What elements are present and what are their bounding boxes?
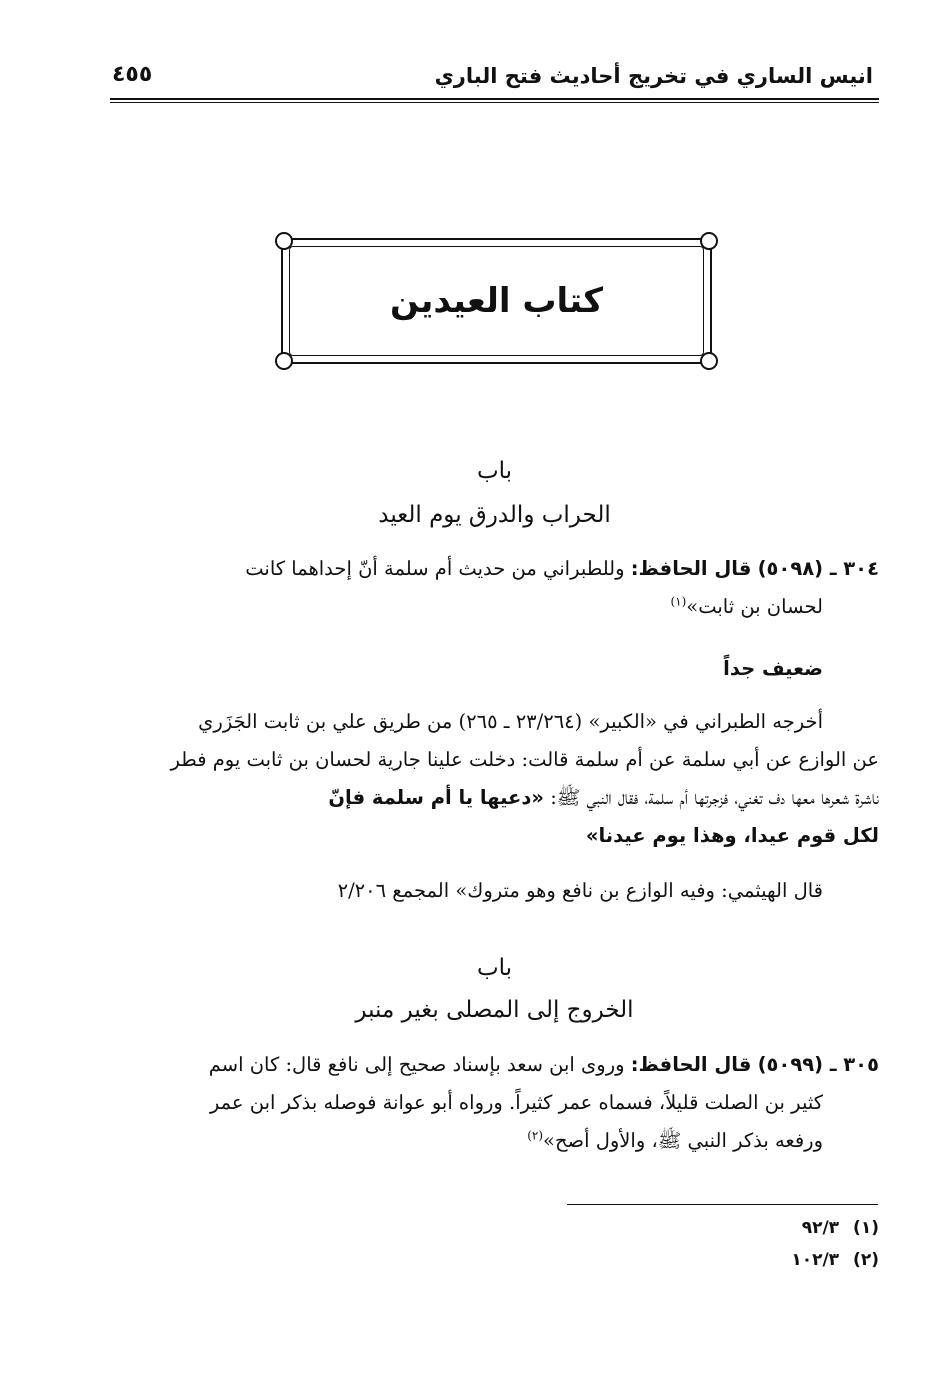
hadith-grade: ضعيف جداً	[723, 657, 823, 680]
footnote-separator	[567, 1204, 878, 1205]
haythami-note: قال الهيثمي: وفيه الوازع بن نافع وهو متروك» المجمع ٢/٢٠٦	[337, 879, 823, 902]
prophetic-quote-cont: لكل قوم عيدا، وهذا يوم عيدنا»	[585, 824, 879, 847]
hadith-305-line2: كثير بن الصلت قليلاً، فسماه عمر كثيراً. ورواه أبو عوانة فوصله بذكر ابن عمر	[209, 1091, 823, 1114]
section2-heading: الخروج إلى المصلى بغير منبر	[355, 997, 634, 1023]
footnote-ref: (٢)	[527, 1128, 544, 1143]
footnote-1	[788, 1218, 879, 1238]
hadith-number: ٣٠٥ ـ (٥٠٩٩)	[757, 1053, 879, 1076]
hadith-text: وللطبراني من حديث أم سلمة أنّ إحداهما كانت	[245, 557, 625, 580]
takhrij-line: عن الوازع عن أبي سلمة عن أم سلمة قالت: دخلت علينا جارية لحسان بن ثابت يوم فطر	[170, 748, 879, 771]
page-number: ٤٥٥	[112, 62, 153, 87]
takhrij-line	[110, 779, 879, 817]
header-rule-thin	[110, 102, 879, 103]
footnote-ref: (١)	[670, 594, 687, 609]
title-frame	[281, 238, 712, 364]
hadith-text: لحسان بن ثابت»	[686, 595, 823, 618]
takhrij-paragraph	[110, 703, 879, 855]
hadith-305-line1	[110, 1046, 879, 1084]
hadith-text: وروى ابن سعد بإسناد صحيح إلى نافع قال: كان اسم	[208, 1053, 625, 1076]
book-title: كتاب العيدين	[390, 281, 603, 321]
footnote-number: (٢)	[853, 1250, 879, 1270]
footnote-text: ١٠٢/٣	[791, 1250, 840, 1270]
section1-bab: باب	[476, 458, 513, 484]
qala-label: قال الحافظ:	[630, 1053, 752, 1076]
title-frame-inner	[289, 246, 704, 356]
hadith-304-line2	[110, 588, 879, 626]
hadith-text: ورفعه بذكر النبي ﷺ، والأول أصح»	[543, 1129, 823, 1152]
hadith-number: ٣٠٤ ـ (٥٠٩٨)	[757, 557, 879, 580]
footnote-text: ٩٢/٣	[801, 1218, 840, 1238]
running-header-title: انيس الساري في تخريج أحاديث فتح الباري	[434, 64, 873, 88]
qala-label: قال الحافظ:	[630, 557, 752, 580]
prophetic-quote: «دعيها يا أم سلمة فإنّ	[328, 786, 544, 809]
hadith-304-line1	[110, 550, 879, 588]
takhrij-text: ناشرة شعرها معها دف تغني، فزجرتها أم سلمة، فقال النبي ﷺ:	[550, 786, 879, 809]
header-rule	[110, 98, 879, 100]
takhrij-line: أخرجه الطبراني في «الكبير» (٢٣/٢٦٤ ـ ٢٦٥) من طريق علي بن ثابت الجَزَري	[198, 710, 823, 733]
section1-heading: الحراب والدرق يوم العيد	[378, 502, 611, 528]
hadith-305	[110, 1046, 879, 1160]
section2-bab: باب	[476, 955, 513, 981]
hadith-304	[110, 550, 879, 626]
hadith-305-line3	[110, 1122, 879, 1160]
footnote-number: (١)	[853, 1218, 879, 1238]
footnote-2	[777, 1250, 879, 1270]
